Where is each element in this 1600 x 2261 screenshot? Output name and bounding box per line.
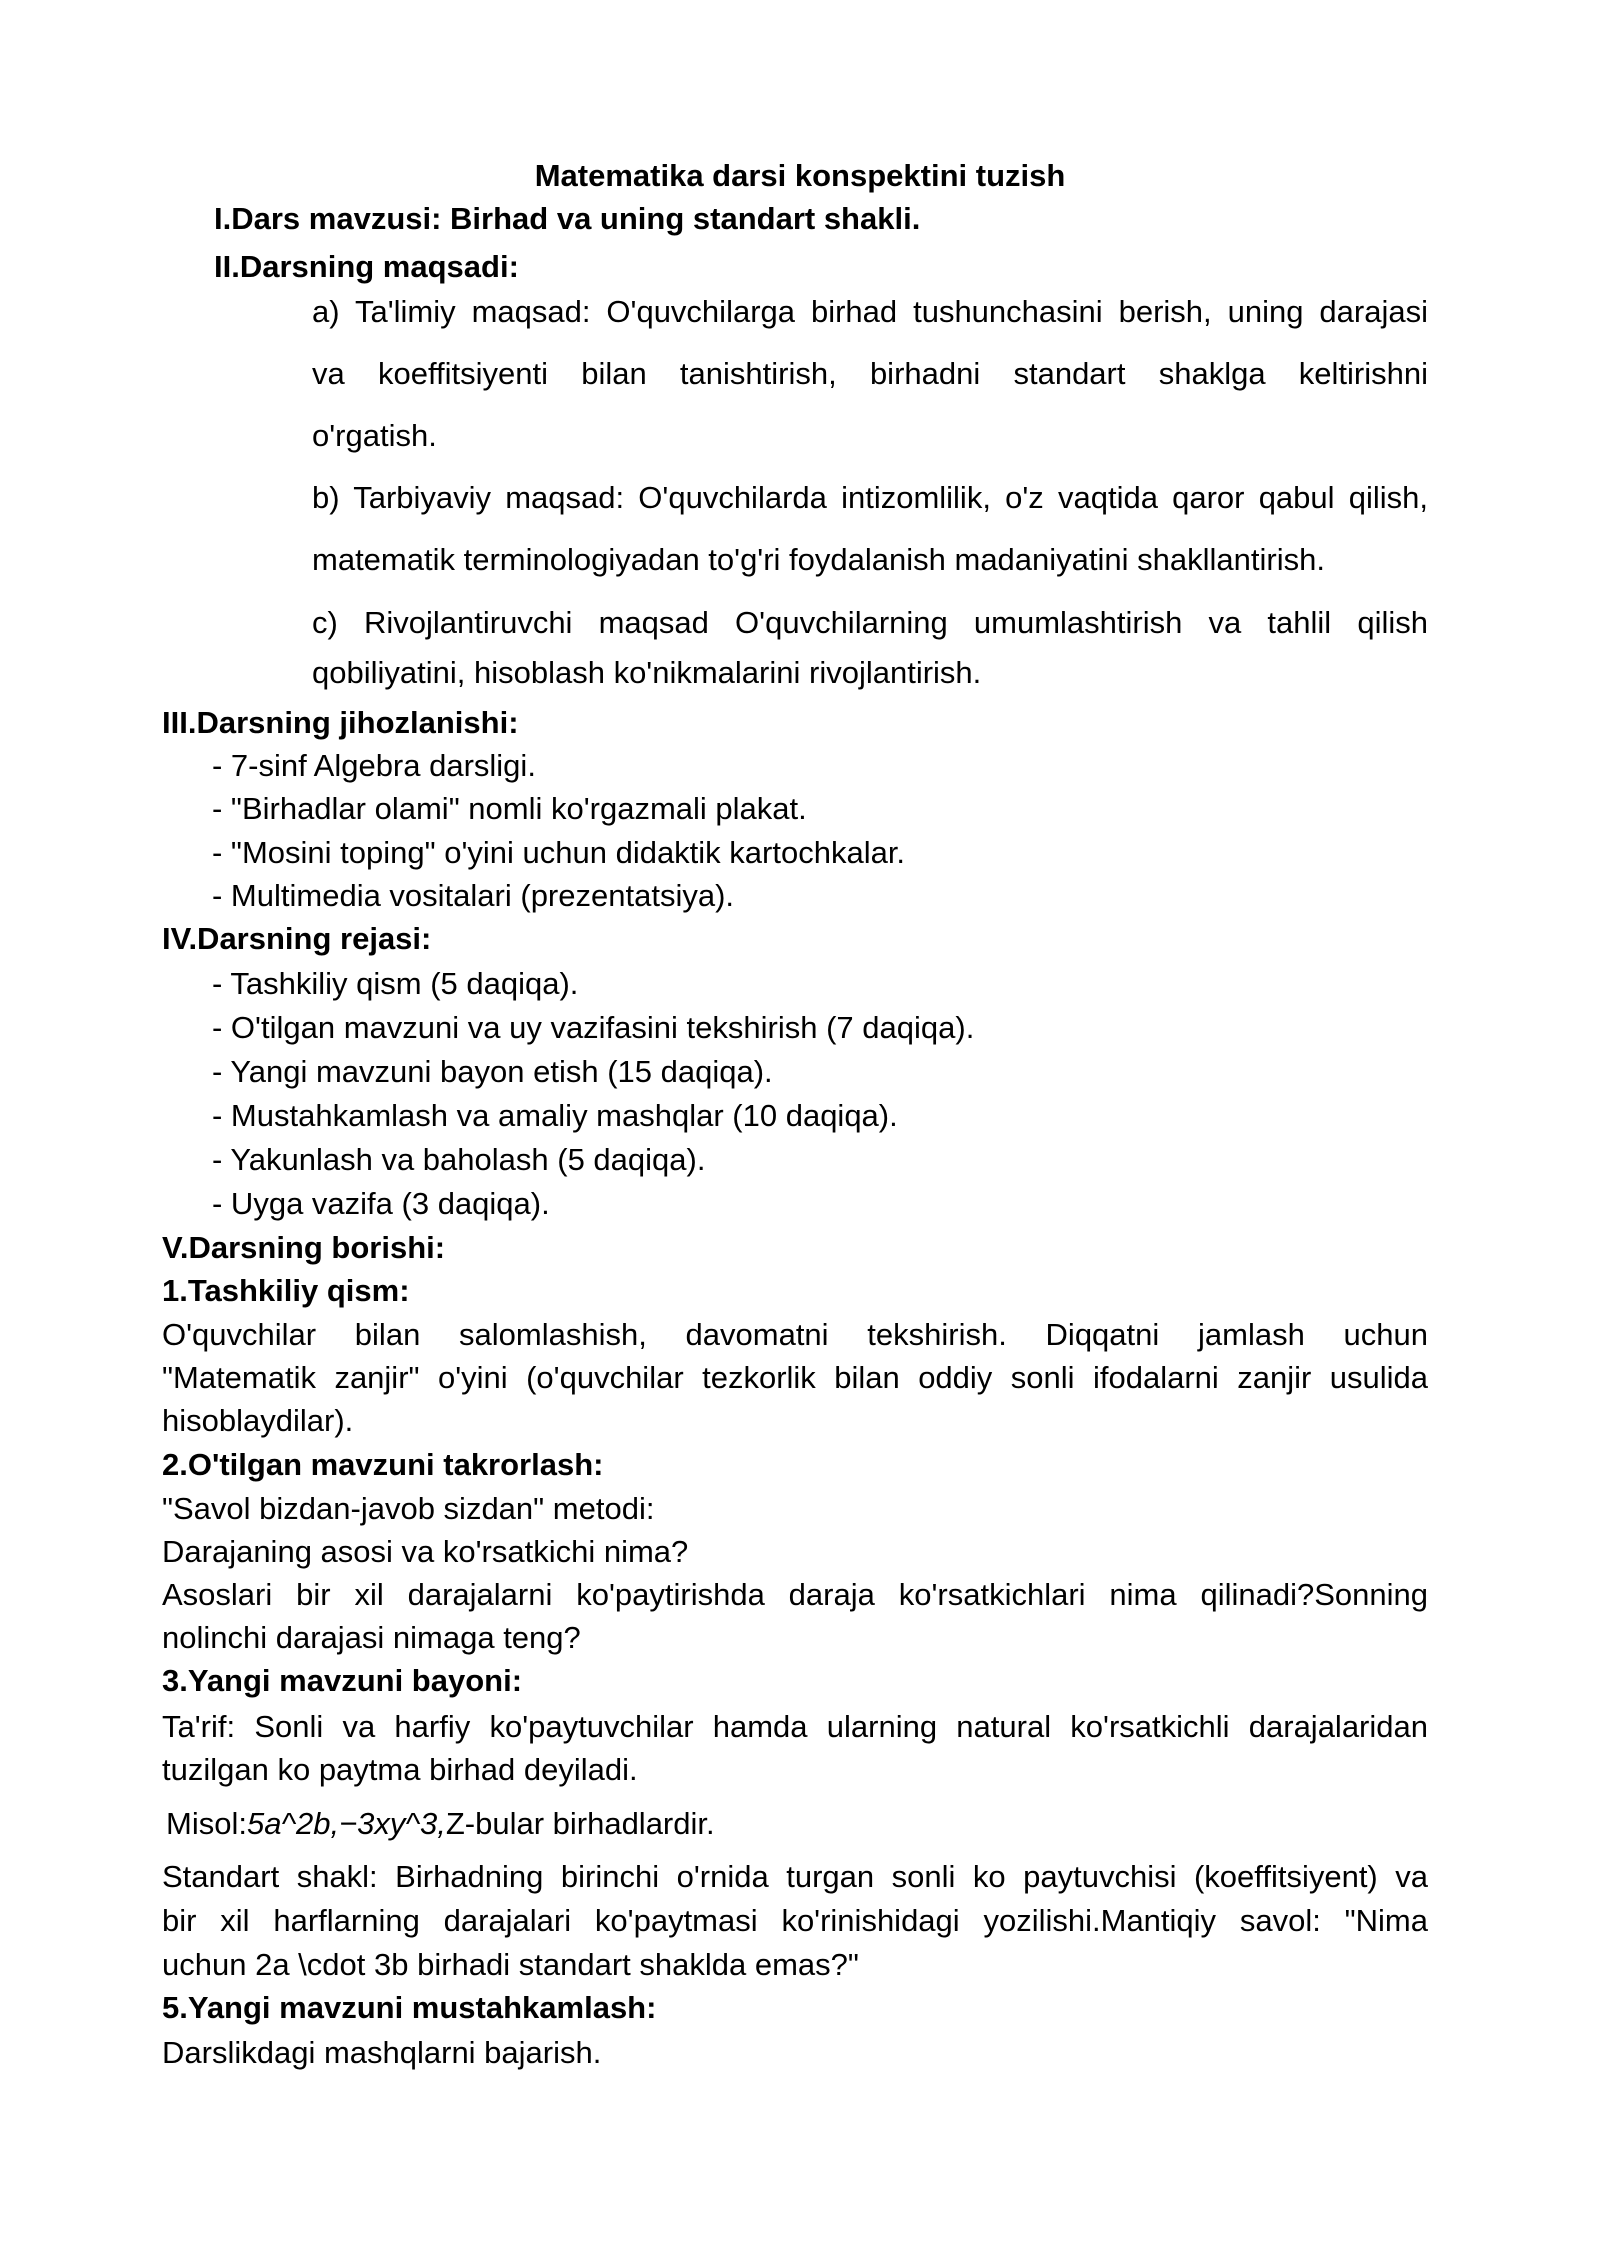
part1-line-1: O'quvchilar bilan salomlashish, davomatni tekshirish. Diqqatni jamlash uchun: [162, 1317, 1428, 1352]
part5-text: Darslikdagi mashqlarni bajarish.: [162, 2035, 602, 2070]
document-title: Matematika darsi konspektini tuzish: [534, 158, 1066, 193]
goal-a-line-3: o'rgatish.: [312, 418, 437, 453]
equipment-item: - Multimedia vositalari (prezentatsiya).: [212, 878, 735, 913]
example-rest: Z-bular birhadlardir.: [445, 1806, 715, 1841]
equipment-item: - 7-sinf Algebra darsligi.: [212, 748, 536, 783]
part2-line-2: Darajaning asosi va ko'rsatkichi nima?: [162, 1534, 689, 1569]
standard-form-line-3: uchun 2a \cdot 3b birhadi standart shaklda emas?": [162, 1947, 859, 1982]
section-plan-heading: IV.Darsning rejasi:: [162, 921, 432, 956]
plan-item: - Mustahkamlash va amaliy mashqlar (10 daqiqa).: [212, 1098, 898, 1133]
goal-a-line-1: a) Ta'limiy maqsad: O'quvchilarga birhad tushunchasini berish, uning darajasi: [312, 294, 1428, 329]
part5-heading: 5.Yangi mavzuni mustahkamlash:: [162, 1990, 657, 2025]
part2-heading: 2.O'tilgan mavzuni takrorlash:: [162, 1447, 604, 1482]
equipment-item: - "Mosini toping" o'yini uchun didaktik kartochkalar.: [212, 835, 906, 870]
example-line: [166, 1805, 715, 1843]
standard-form-line-2: bir xil harflarning darajalari ko'paytmasi ko'rinishidagi yozilishi.Mantiqiy savol: "Nima: [162, 1903, 1428, 1938]
goal-b-line-1: b) Tarbiyaviy maqsad: O'quvchilarda intizomlilik, o'z vaqtida qaror qabul qilish,: [312, 480, 1428, 515]
goal-c-line-1: c) Rivojlantiruvchi maqsad O'quvchilarning umumlashtirish va tahlil qilish: [312, 605, 1428, 640]
definition-line-2: tuzilgan ko paytma birhad deyiladi.: [162, 1752, 638, 1787]
section-goals-heading: II.Darsning maqsadi:: [214, 249, 519, 284]
goal-a-line-2: va koeffitsiyenti bilan tanishtirish, birhadni standart shaklga keltirishni: [312, 356, 1428, 391]
goal-c-line-2: qobiliyatini, hisoblash ko'nikmalarini rivojlantirish.: [312, 655, 982, 690]
part2-line-3: Asoslari bir xil darajalarni ko'paytirishda daraja ko'rsatkichlari nima qilinadi?Sonning: [162, 1577, 1428, 1612]
section-equipment-heading: III.Darsning jihozlanishi:: [162, 705, 519, 740]
plan-item: - Tashkiliy qism (5 daqiqa).: [212, 966, 579, 1001]
section-topic: I.Dars mavzusi: Birhad va uning standart shakli.: [214, 201, 921, 236]
part2-line-1: "Savol bizdan-javob sizdan" metodi:: [162, 1491, 655, 1526]
part3-heading: 3.Yangi mavzuni bayoni:: [162, 1663, 523, 1698]
plan-item: - Uyga vazifa (3 daqiqa).: [212, 1186, 550, 1221]
standard-form-line-1: Standart shakl: Birhadning birinchi o'rnida turgan sonli ko paytuvchisi (koeffitsiyent) va: [162, 1859, 1428, 1894]
example-formula: 5a^2b,−3xy^3,: [246, 1806, 446, 1841]
equipment-item: - "Birhadlar olami" nomli ko'rgazmali plakat.: [212, 791, 807, 826]
part2-line-4: nolinchi darajasi nimaga teng?: [162, 1620, 581, 1655]
plan-item: - Yangi mavzuni bayon etish (15 daqiqa).: [212, 1054, 773, 1089]
plan-item: - O'tilgan mavzuni va uy vazifasini tekshirish (7 daqiqa).: [212, 1010, 975, 1045]
part1-line-3: hisoblaydilar).: [162, 1403, 354, 1438]
example-label: Misol:: [166, 1806, 247, 1841]
definition-line-1: Ta'rif: Sonli va harfiy ko'paytuvchilar hamda ularning natural ko'rsatkichli darajalaridan: [162, 1709, 1428, 1744]
part1-heading: 1.Tashkiliy qism:: [162, 1273, 410, 1308]
section-process-heading: V.Darsning borishi:: [162, 1230, 446, 1265]
goal-b-line-2: matematik terminologiyadan to'g'ri foydalanish madaniyatini shakllantirish.: [312, 542, 1325, 577]
part1-line-2: "Matematik zanjir" o'yini (o'quvchilar tezkorlik bilan oddiy sonli ifodalarni zanjir usulida: [162, 1360, 1428, 1395]
plan-item: - Yakunlash va baholash (5 daqiqa).: [212, 1142, 706, 1177]
